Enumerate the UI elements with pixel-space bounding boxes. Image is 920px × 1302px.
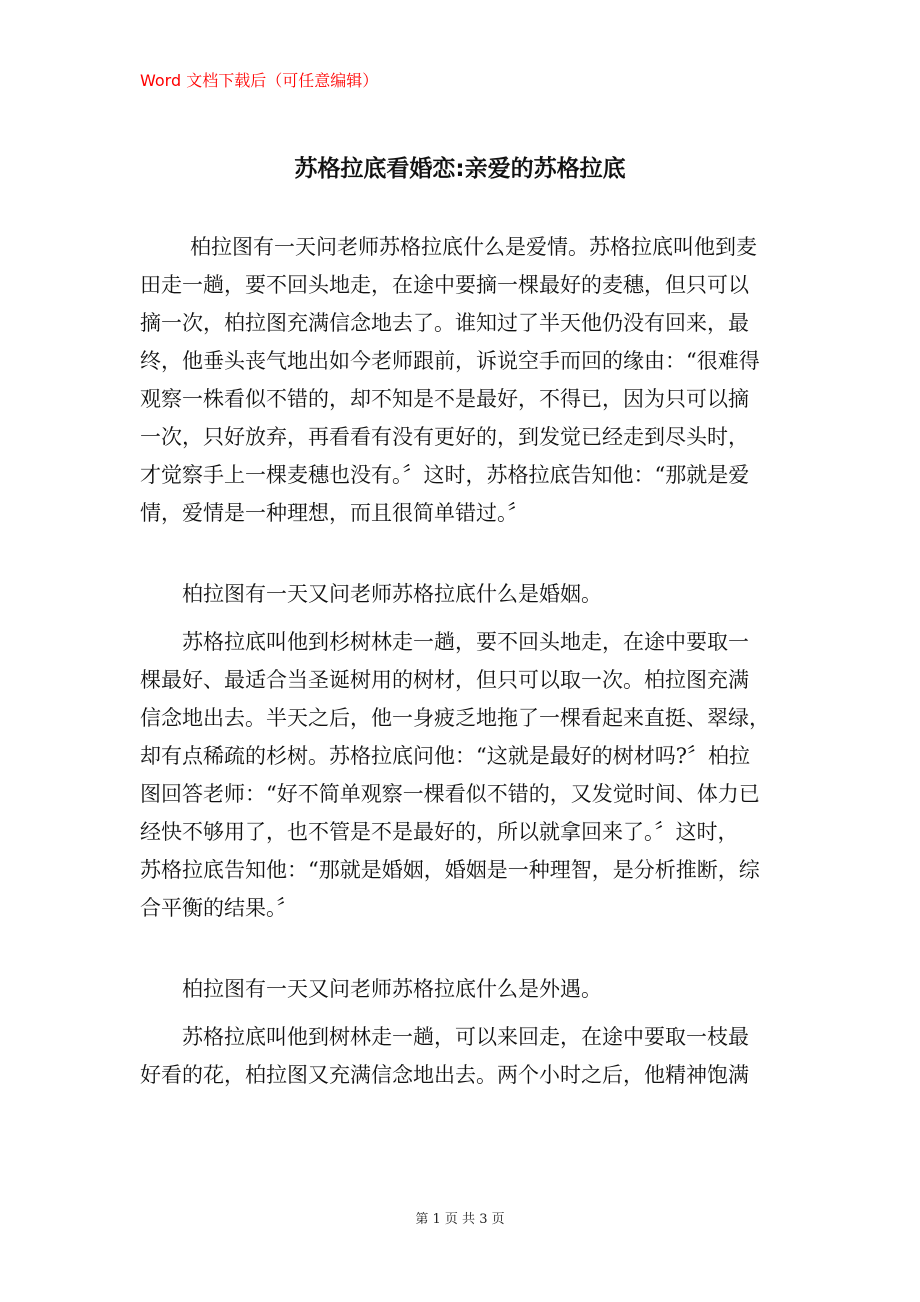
text-line: 柏拉图有一天问老师苏格拉底什么是爱情。苏格拉底叫他到麦 xyxy=(190,235,757,259)
text-line: 观察一株看似不错的，却不知是不是最好，不得已，因为只可以摘 xyxy=(140,387,749,411)
text-line: 终，他垂头丧气地出如今老师跟前，诉说空手而回的缘由：“很难得 xyxy=(140,349,760,373)
text-line: 苏格拉底叫他到杉树林走一趟，要不回头地走，在途中要取一 xyxy=(182,630,749,654)
document-body xyxy=(140,228,785,1094)
text-line: 苏格拉底叫他到树林走一趟，可以来回走，在途中要取一枝最 xyxy=(182,1025,749,1049)
paragraph xyxy=(140,1018,785,1094)
text-line: 摘一次，柏拉图充满信念地去了。谁知过了半天他仍没有回来，最 xyxy=(140,311,749,335)
paragraph xyxy=(140,970,785,1008)
text-line: 却有点稀疏的杉树。苏格拉底问他：“这就是最好的树材吗?〞柏拉 xyxy=(140,744,750,768)
text-line: 一次，只好放弃，再看看有没有更好的，到发觉已经走到尽头时， xyxy=(140,425,749,449)
text-line: 经快不够用了，也不管是不是最好的，所以就拿回来了。〞这时， xyxy=(140,820,739,844)
paragraph xyxy=(140,575,785,613)
text-line: 苏格拉底告知他：“那就是婚姻，婚姻是一种理智，是分析推断，综 xyxy=(140,858,760,882)
download-note-header: Word 文档下载后（可任意编辑） xyxy=(140,71,379,90)
paragraph xyxy=(140,623,785,927)
text-line: 柏拉图有一天又问老师苏格拉底什么是婚姻。 xyxy=(182,582,602,606)
document-title: 苏格拉底看婚恋:亲爱的苏格拉底 xyxy=(294,156,626,182)
text-line: 图回答老师：“好不简单观察一棵看似不错的，又发觉时间、体力已 xyxy=(140,782,760,806)
text-line: 好看的花，柏拉图又充满信念地出去。两个小时之后，他精神饱满 xyxy=(140,1063,749,1087)
text-line: 田走一趟，要不回头地走，在途中要摘一棵最好的麦穗，但只可以 xyxy=(140,273,749,297)
text-line: 柏拉图有一天又问老师苏格拉底什么是外遇。 xyxy=(182,977,602,1001)
text-line: 合平衡的结果。〞 xyxy=(140,896,298,920)
text-line: 棵最好、最适合当圣诞树用的树材，但只可以取一次。柏拉图充满 xyxy=(140,668,749,692)
text-line: 信念地出去。半天之后，他一身疲乏地拖了一棵看起来直挺、翠绿， xyxy=(140,706,770,730)
text-line: 才觉察手上一棵麦穗也没有。〞这时，苏格拉底告知他：“那就是爱 xyxy=(140,463,750,487)
page-number-footer: 第 1 页 共 3 页 xyxy=(415,1212,505,1227)
paragraph xyxy=(140,228,785,532)
text-line: 情，爱情是一种理想，而且很简单错过。〞 xyxy=(140,501,529,525)
